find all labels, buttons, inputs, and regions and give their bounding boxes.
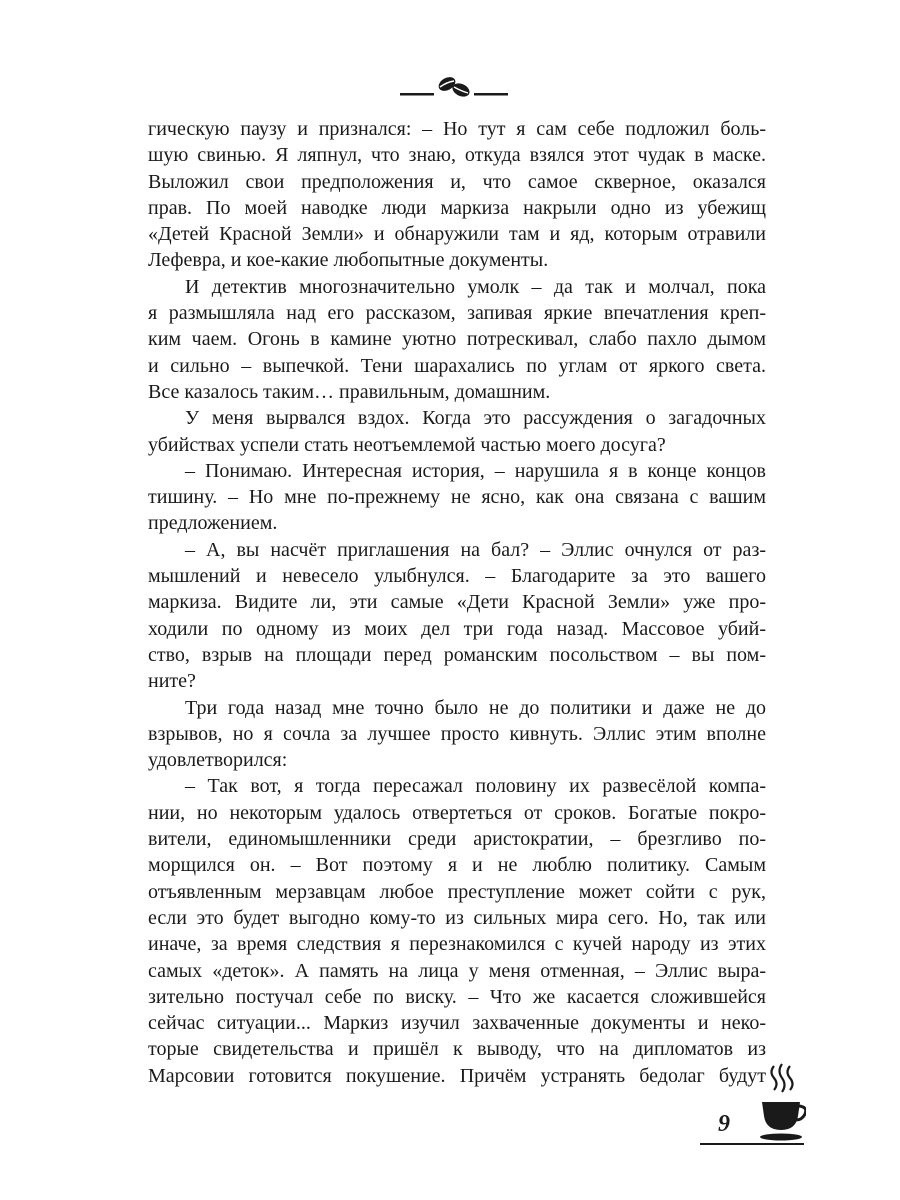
text-line: И детектив многозначительно умолк – да так и молчал, пока bbox=[185, 275, 766, 298]
text-line: гическую паузу и признался: – Но тут я сам себе подложил боль- bbox=[148, 118, 766, 140]
text-line: Лефевра, и кое-какие любопытные документы. bbox=[148, 249, 549, 272]
text-line: ните? bbox=[148, 670, 196, 693]
text-line: зительно постучал себе по виску. – Что же касается сложившейся bbox=[148, 985, 766, 1008]
text-line: тишину. – Но мне по-прежнему не ясно, как она связана с вашим bbox=[148, 486, 766, 509]
text-line: вители, единомышленники среди аристократии, – брезгливо по- bbox=[148, 828, 766, 851]
text-line: маркиза. Видите ли, эти самые «Дети Красной Земли» уже про- bbox=[148, 591, 766, 614]
text-line: Три года назад мне точно было не до политики и даже не до bbox=[185, 696, 766, 719]
text-line: – Так вот, я тогда пересажал половину их развесёлой компа- bbox=[185, 775, 766, 798]
text-line: иначе, за время следствия я перезнакомился с кучей народу из этих bbox=[148, 933, 766, 956]
page-text bbox=[148, 116, 766, 1089]
text-line: я размышляла над его рассказом, запивая яркие впечатления креп- bbox=[148, 302, 766, 325]
text-line: мышлений и невесело улыбнулся. – Благодарите за это вашего bbox=[148, 565, 766, 588]
page-footer bbox=[700, 1058, 806, 1138]
text-line: «Детей Красной Земли» и обнаружили там и яд, которым отравили bbox=[148, 223, 766, 246]
coffee-cup-icon bbox=[758, 1058, 806, 1142]
text-line: удовлетворился: bbox=[148, 749, 288, 772]
text-line: если это будет выгодно кому-то из сильных мира сего. Но, так или bbox=[148, 906, 766, 929]
text-line: Выложил свои предположения и, что самое скверное, оказался bbox=[148, 170, 766, 193]
text-line: прав. По моей наводке люди маркиза накрыли одно из убежищ bbox=[148, 196, 766, 219]
footer-rule bbox=[700, 1143, 804, 1145]
text-line: взрывов, но я сочла за лучшее просто кивнуть. Эллис этим вполне bbox=[148, 722, 766, 745]
page-number: 9 bbox=[718, 1111, 730, 1137]
text-line: и сильно – выпечкой. Тени шарахались по углам от яркого света. bbox=[148, 354, 766, 377]
text-line: торые свидетельства и пришёл к выводу, что на дипломатов из bbox=[148, 1038, 766, 1061]
text-line: морщился он. – Вот поэтому я и не люблю политику. Самым bbox=[148, 854, 766, 877]
text-line: самых «деток». А память на лица у меня отменная, – Эллис выра- bbox=[148, 959, 766, 982]
text-line: ходили по одному из моих дел три года назад. Массовое убий- bbox=[148, 617, 766, 640]
text-line: ство, взрыв на площади перед романским посольством – вы пом- bbox=[148, 643, 766, 666]
text-line: сейчас ситуации... Маркиз изучил захваченные документы и неко- bbox=[148, 1012, 766, 1035]
text-line: ким чаем. Огонь в камине уютно потрескивал, слабо пахло дымом bbox=[148, 328, 766, 351]
text-line: нии, но некоторым удалось отвертеться от сроков. Богатые покро- bbox=[148, 801, 766, 824]
text-line: шую свинью. Я ляпнул, что знаю, откуда взялся этот чудак в маске. bbox=[148, 144, 766, 167]
coffee-bean-icon bbox=[400, 72, 508, 102]
text-line: Марсовии готовится покушение. Причём устранять бедолаг будут bbox=[148, 1064, 766, 1087]
text-line: У меня вырвался вздох. Когда это рассуждения о загадочных bbox=[185, 407, 766, 430]
text-line: – А, вы насчёт приглашения на бал? – Эллис очнулся от раз- bbox=[185, 538, 766, 561]
text-line: Все казалось таким… правильным, домашним. bbox=[148, 380, 551, 403]
text-line: – Понимаю. Интересная история, – нарушила я в конце концов bbox=[185, 459, 766, 482]
text-line: отъявленным мерзавцам любое преступление может сойти с рук, bbox=[148, 880, 766, 903]
text-line: убийствах успели стать неотъемлемой частью моего досуга? bbox=[148, 433, 666, 456]
text-line: предложением. bbox=[148, 512, 278, 535]
